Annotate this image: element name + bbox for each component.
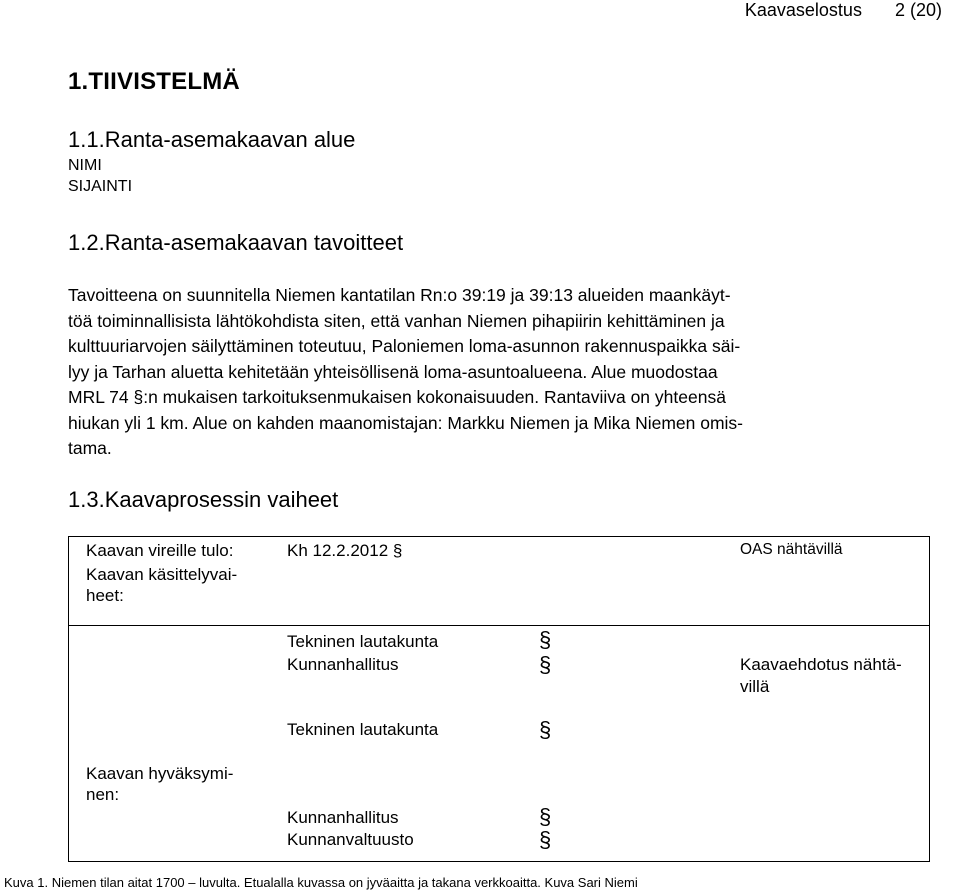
paragraph-line: kulttuuriarvojen säilyttäminen toteutuu, Paloniemen loma-asunnon rakennuspaikka säi-: [68, 336, 741, 356]
paragraph-line: hiukan yli 1 km. Alue on kahden maanomistajan: Markku Niemen ja Mika Niemen omis-: [68, 412, 744, 433]
goals-paragraph: [68, 283, 930, 462]
figure-caption: Kuva 1. Niemen tilan aitat 1700 – luvulta. Etualalla kuvassa on jyväaitta ja takana verkkoaitta. Kuva Sari Niemi: [4, 875, 638, 890]
municipal-board-1: Kunnanhallitus: [287, 655, 399, 674]
area-location: SIJAINTI: [68, 178, 133, 195]
table-divider: [68, 625, 930, 626]
page-header: [745, 0, 942, 21]
table-border-top: [68, 536, 930, 537]
area-name: NIMI: [68, 157, 102, 174]
start-label: Kaavan vireille tulo:: [86, 541, 234, 560]
processing-label-line: Kaavan käsittelyvai-: [86, 565, 238, 584]
municipal-council: Kunnanvaltuusto: [287, 830, 414, 849]
board-technical-1: Tekninen lautakunta: [287, 632, 439, 651]
paragraph-line: MRL 74 §:n mukaisen tarkoituksenmukaisen kokonaisuuden. Rantaviiva on yhteensä: [68, 387, 726, 407]
board-technical-2: Tekninen lautakunta: [287, 720, 439, 739]
section-mark: §: [539, 627, 552, 652]
paragraph-line: Tavoitteena on suunnitella Niemen kantatilan Rn:o 39:19 ja 39:13 alueiden maankäyt-: [68, 285, 731, 305]
table-border-bottom: [68, 861, 930, 862]
start-value: Kh 12.2.2012 §: [287, 541, 403, 560]
section-mark: §: [539, 652, 552, 677]
paragraph-line: tama.: [68, 438, 112, 458]
paragraph-line: lyy ja Tarhan aluetta kehitetään yhteisöllisenä loma-asuntoalueena. Alue muodostaa: [68, 361, 718, 382]
section-1-3-heading: 1.3.Kaavaprosessin vaiheet: [68, 487, 339, 512]
section-1-1-heading: 1.1.Ranta-asemakaavan alue: [68, 127, 356, 152]
section-mark: §: [539, 804, 552, 829]
table-border-right: [929, 536, 930, 862]
paragraph-line: töä toiminnallisista lähtökohdista siten, että vanhan Niemen pihapiirin kehittäminen ja: [68, 310, 725, 331]
processing-label-line: heet:: [86, 586, 124, 605]
page-number: 2 (20): [894, 0, 942, 20]
proposal-label-line: Kaavaehdotus nähtä-: [740, 655, 902, 674]
document-title: Kaavaselostus: [744, 0, 862, 20]
oas-label: OAS nähtävillä: [740, 541, 843, 558]
table-border-left: [68, 536, 69, 862]
section-1-heading: 1.TIIVISTELMÄ: [68, 68, 240, 95]
proposal-label-line: villä: [740, 677, 770, 696]
approval-label-line: Kaavan hyväksymi-: [86, 764, 234, 783]
section-mark: §: [539, 827, 552, 852]
section-1-2-heading: 1.2.Ranta-asemakaavan tavoitteet: [68, 230, 404, 255]
section-mark: §: [539, 717, 552, 742]
municipal-board-2: Kunnanhallitus: [287, 808, 399, 827]
approval-label-line: nen:: [86, 785, 120, 804]
